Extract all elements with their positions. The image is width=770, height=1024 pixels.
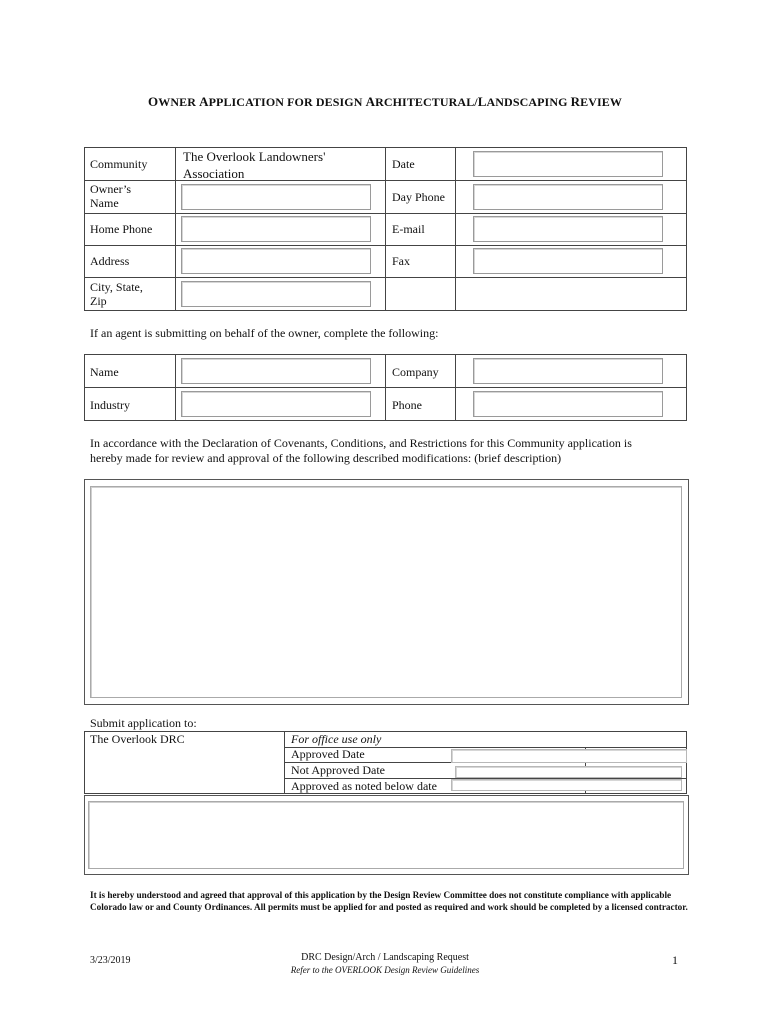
form-title [0, 94, 770, 110]
city-state-zip-field[interactable] [181, 281, 371, 307]
footer-center: DRC Design/Arch / Landscaping Request Refer to the OVERLOOK Design Review Guidelines [290, 952, 480, 975]
not-approved-date-label: Not Approved Date [291, 763, 385, 777]
compliance-notice: It is hereby understood and agreed that approval of this application by the Design Review Committee does not constitute compliance with applicable Colorado law or and County Ordinances. All permits must be applied for and posted as required and work should be completed by a licensed contractor. [90, 890, 688, 912]
description-intro: In accordance with the Declaration of Covenants, Conditions, and Restrictions for this Community application is hereby made for review and approval of the following described modifications: (brief description) [90, 436, 632, 465]
approved-noted-label: Approved as noted below date [291, 779, 437, 793]
approved-noted-date-field[interactable] [451, 779, 682, 791]
agent-name-label: Name [90, 365, 119, 379]
description-textarea[interactable] [90, 486, 682, 698]
notes-textarea[interactable] [88, 801, 684, 869]
date-label: Date [392, 157, 415, 171]
footer-date: 3/23/2019 [90, 955, 131, 966]
submit-recipient: The Overlook DRC [90, 732, 185, 746]
title-part: A [199, 94, 209, 109]
title-part: PPLICATION FOR DESIGN [208, 95, 366, 109]
home-phone-label: Home Phone [90, 222, 153, 236]
title-part: RCHITECTURAL/ [375, 95, 478, 109]
fax-label: Fax [392, 254, 410, 268]
office-use-heading: For office use only [291, 732, 382, 746]
submit-heading: Submit application to: [90, 716, 197, 730]
community-label: Community [90, 157, 148, 171]
title-part: WNER [158, 95, 200, 109]
email-field[interactable] [473, 216, 663, 242]
agent-intro: If an agent is submitting on behalf of the owner, complete the following: [90, 326, 439, 340]
page-number: 1 [672, 953, 678, 967]
fax-field[interactable] [473, 248, 663, 274]
community-value: The Overlook Landowners' Association [183, 149, 326, 181]
owner-name-label: Owner’s Name [90, 182, 132, 210]
title-part: ANDSCAPING [486, 95, 571, 109]
agent-phone-field[interactable] [473, 391, 663, 417]
title-part: O [148, 94, 159, 109]
title-part: L [477, 94, 487, 109]
day-phone-field[interactable] [473, 184, 663, 210]
approved-date-field[interactable] [451, 749, 687, 763]
home-phone-field[interactable] [181, 216, 371, 242]
not-approved-date-field[interactable] [455, 766, 682, 778]
owner-name-field[interactable] [181, 184, 371, 210]
title-part: R [570, 94, 581, 109]
agent-phone-label: Phone [392, 398, 422, 412]
title-part: EVIEW [580, 95, 622, 109]
agent-name-field[interactable] [181, 358, 371, 384]
company-field[interactable] [473, 358, 663, 384]
company-label: Company [392, 365, 439, 379]
address-label: Address [90, 254, 130, 268]
industry-field[interactable] [181, 391, 371, 417]
city-state-zip-label: City, State, Zip [90, 280, 143, 308]
title-part: A [365, 94, 376, 109]
industry-label: Industry [90, 398, 130, 412]
address-field[interactable] [181, 248, 371, 274]
day-phone-label: Day Phone [392, 190, 445, 204]
email-label: E-mail [392, 222, 425, 236]
approved-date-label: Approved Date [291, 747, 365, 761]
date-field[interactable] [473, 151, 663, 177]
